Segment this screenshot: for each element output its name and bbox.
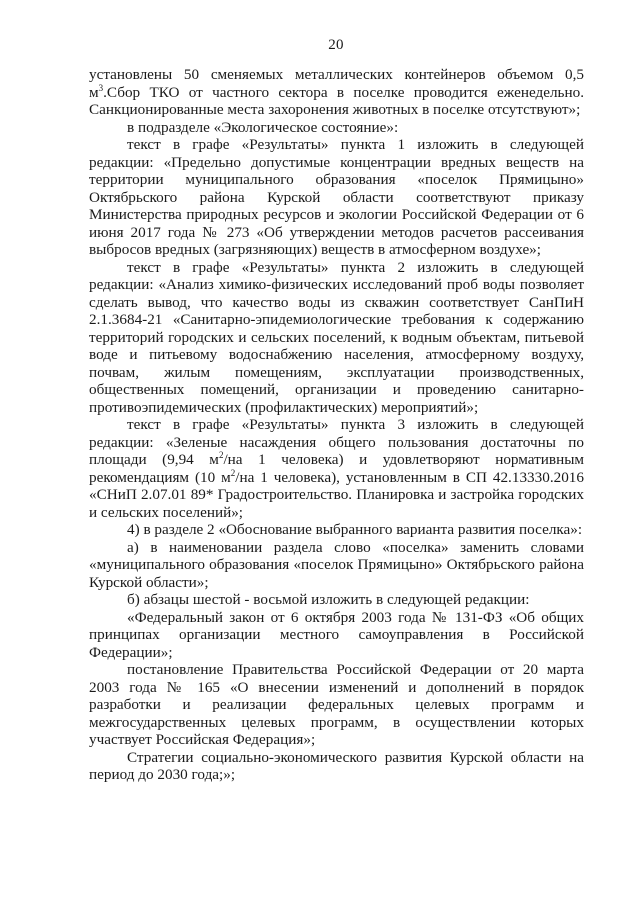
paragraph-section-2: 4) в разделе 2 «Обоснование выбранного варианта развития поселка»:	[127, 521, 583, 538]
page-number: 20	[328, 37, 344, 53]
document-body	[89, 66, 584, 784]
paragraph-strategy: Стратегии социально-экономического развития Курской области на период до 2030 года;»;	[89, 748, 584, 783]
paragraph-item-a: а) в наименовании раздела слово «поселка» заменить словами «муниципального образования «поселок Прямицыно» Октябрьского района Курской области»;	[89, 538, 584, 591]
paragraph-federal-law: «Федеральный закон от 6 октября 2003 года № 131-ФЗ «Об общих принципах организации местного самоуправления в Российской Федерации»;	[89, 608, 584, 661]
paragraph-item-b: б) абзацы шестой - восьмой изложить в следующей редакции:	[127, 591, 530, 608]
paragraph-government-decree: постановление Правительства Российской Федерации от 20 марта 2003 года № 165 «О внесении изменений и дополнений в порядок разработки и реализации федеральных целевых программ и межгосударственных целевых программ, в осуществлении которых участвует Российская Федерация»;	[89, 661, 584, 748]
paragraph-results-item-2: текст в графе «Результаты» пункта 2 изложить в следующей редакции: «Анализ химико-физических исследований проб воды позволяет сделать вывод, что качество воды из скважин соответствует СанПиН 2.1.3684-21 «Санитарно-эпидемиологические требования к содержанию территорий городских и сельских поселений, к водным объектам, питьевой воде и питьевому водоснабжению населения, атмосферному воздуху, почвам, жилым помещениям, эксплуатации производственных, общественных помещений, организации и проведению санитарно-противоэпидемических (профилактических) мероприятий»;	[89, 258, 584, 416]
paragraph-results-item-3: текст в графе «Результаты» пункта 3 изложить в следующей редакции: «Зеленые насаждения общего пользования достаточны по площади (9,94 $м^2/на$ 1 человека) и удовлетворяют нормативным рекомендациям (10 $м^2/на$ 1 человека), установленным в СП 42.13330.2016 «СНиП 2.07.01 89* Градостроительство. Планировка и застройка городских и сельских поселений»;	[89, 416, 585, 521]
paragraph-results-item-1: текст в графе «Результаты» пункта 1 изложить в следующей редакции: «Предельно допустимые концентрации вредных веществ на территории муниципального образования «поселок Прямицыно» Октябрьского района Курской области соответствуют приказу Министерства природных ресурсов и экологии Российской Федерации от 6 июня 2017 года № 273 «Об утверждении методов расчетов рассеивания выбросов вредных (загрязняющих) веществ в атмосферном воздухе»;	[89, 136, 584, 258]
paragraph-containers: установлены 50 сменяемых металлических контейнеров объемом 0,5 $м^3.Сбор$ ТКО от частного сектора в поселке проводится еженедельно. Санкционированные места захоронения животных в поселке отсутствуют»;	[89, 66, 584, 118]
paragraph-ecology-heading: в подразделе «Экологическое состояние»:	[127, 118, 399, 136]
